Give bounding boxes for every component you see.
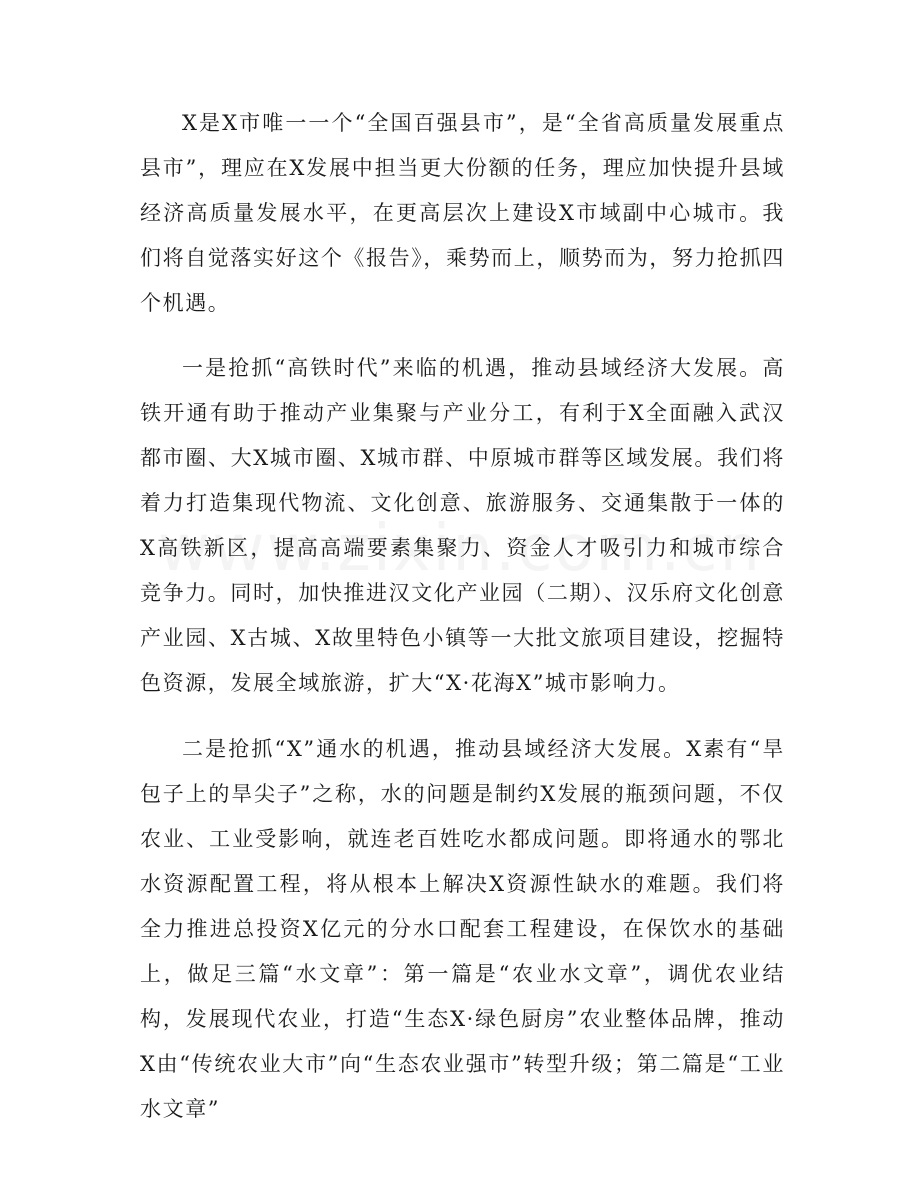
paragraph-intro: X是X市唯一一个“全国百强县市”，是“全省高质量发展重点县市”，理应在X发展中担当更大份额的任务，理应加快提升县域经济高质量发展水平，在更高层次上建设X市域副中心城市。我们将自觉落实好这个《报告》，乘势而上，顺势而为，努力抢抓四个机遇。 bbox=[140, 111, 785, 315]
paragraph-water-supply: 二是抢抓“X”通水的机遇，推动县域经济大发展。X素有“旱包子上的旱尖子”之称，水的问题是制约X发展的瓶颈问题，不仅农业、工业受影响，就连老百姓吃水都成问题。即将通水的鄂北水资源配置工程，将从根本上解决X资源性缺水的难题。我们将全力推进总投资X亿元的分水口配套工程建设，在保饮水的基础上，做足三篇“水文章”：第一篇是“农业水文章”，调优农业结构，发展现代农业，打造“生态X·绿色厨房”农业整体品牌，推动X由“传统农业大市”向“生态农业强市”转型升级；第二篇是“工业水文章” bbox=[140, 737, 785, 1121]
paragraph-high-speed-rail: 一是抢抓“高铁时代”来临的机遇，推动县域经济大发展。高铁开通有助于推动产业集聚与产业分工，有利于X全面融入武汉都市圈、大X城市圈、X城市群、中原城市群等区域发展。我们将着力打造集现代物流、文化创意、旅游服务、交通集散于一体的X高铁新区，提高高端要素集聚力、资金人才吸引力和城市综合竞争力。同时，加快推进汉文化产业园（二期）、汉乐府文化创意产业园、X古城、X故里特色小镇等一大批文旅项目建设，挖掘特色资源，发展全域旅游，扩大“X·花海X”城市影响力。 bbox=[140, 356, 785, 695]
document-body bbox=[140, 101, 785, 1132]
